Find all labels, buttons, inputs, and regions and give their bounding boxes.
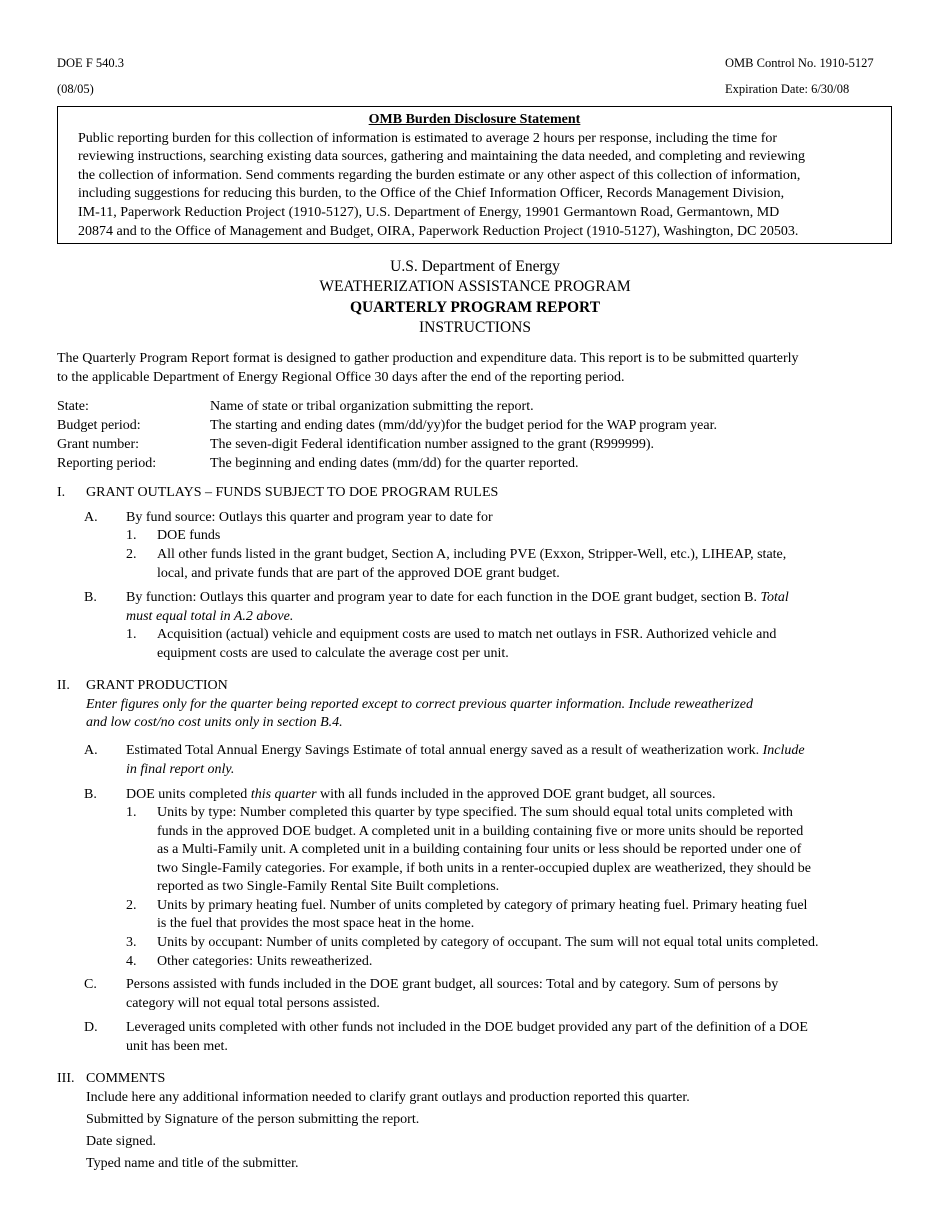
definition-row	[57, 398, 717, 417]
section-title: GRANT OUTLAYS – FUNDS SUBJECT TO DOE PROGRAM RULES	[86, 485, 499, 500]
definition-row	[57, 455, 717, 474]
burden-line: reviewing instructions, searching existing data sources, gathering and maintaining the data needed, and completing and reviewing	[78, 149, 806, 165]
item-text-plain: By function: Outlays this quarter and program year to date for each function in the DOE grant budget, section B.	[126, 590, 757, 605]
item-text-plain: DOE units completed	[126, 787, 248, 802]
comment-line: Date signed.	[86, 1134, 156, 1149]
section-note-line: Enter figures only for the quarter being reported except to correct previous quarter information. Include reweatherized	[86, 697, 753, 712]
item-letter: A.	[84, 510, 98, 525]
comment-line: Submitted by Signature of the person submitting the report.	[86, 1112, 420, 1127]
comment-line: Typed name and title of the submitter.	[86, 1156, 299, 1171]
subitem-number: 1.	[126, 627, 137, 642]
burden-title: OMB Burden Disclosure Statement	[368, 112, 581, 127]
form-number: DOE F 540.3	[57, 56, 125, 70]
burden-line: including suggestions for reducing this burden, to the Office of the Chief Information Officer, Records Management Division,	[78, 186, 785, 202]
intro-line: The Quarterly Program Report format is designed to gather production and expenditure data. This report is to be submitted quarterly	[57, 351, 799, 366]
section-note-line: and low cost/no cost units only in section B.4.	[86, 715, 343, 730]
item-text	[126, 589, 789, 608]
subitem-number: 4.	[126, 954, 137, 969]
section-note	[86, 714, 343, 733]
item-text: category will not equal total persons assisted.	[126, 996, 380, 1011]
subitem-number: 1.	[126, 528, 137, 543]
subitem-text: two Single-Family categories. For example, if both units in a renter-occupied duplex are weatherized, they should be	[157, 861, 812, 876]
item-text: Persons assisted with funds included in the DOE grant budget, all sources: Total and by category. Sum of persons by	[126, 977, 779, 992]
definition-term: State:	[57, 399, 89, 414]
comment-line: Include here any additional information needed to clarify grant outlays and production reported this quarter.	[86, 1090, 690, 1105]
definition-row	[57, 436, 717, 455]
section-note	[86, 696, 753, 715]
omb-control-number: OMB Control No. 1910-5127	[725, 56, 874, 70]
subitem-text: All other funds listed in the grant budget, Section A, including PVE (Exxon, Stripper-Well, etc.), LIHEAP, state,	[157, 547, 787, 562]
definition-desc: The seven-digit Federal identification number assigned to the grant (R999999).	[210, 436, 654, 452]
burden-line: the collection of information. Send comments regarding the burden estimate or any other aspect of this collection of information,	[78, 167, 801, 183]
subitem-text: Units by occupant: Number of units completed by category of occupant. The sum will not equal total units completed.	[157, 935, 819, 950]
item-text-plain: with all funds included in the approved DOE grant budget, all sources.	[320, 787, 716, 802]
subitem-text: Other categories: Units reweatherized.	[157, 954, 373, 969]
definition-term: Grant number:	[57, 436, 140, 452]
expiration-date: Expiration Date: 6/30/08	[725, 82, 850, 96]
item-text	[126, 608, 293, 627]
subitem-text: reported as two Single-Family Rental Site Built completions.	[157, 879, 500, 894]
item-text-italic: must equal total in A.2 above.	[126, 609, 294, 624]
item-letter: A.	[84, 743, 98, 758]
item-text	[126, 761, 234, 780]
item-letter: C.	[84, 977, 97, 992]
item-text-italic: in final report only.	[126, 762, 235, 777]
item-letter: D.	[84, 1020, 98, 1035]
subitem-text: Units by primary heating fuel. Number of units completed by category of primary heating fuel. Primary heating fuel	[157, 898, 808, 913]
subitem-text: equipment costs are used to calculate the average cost per unit.	[157, 646, 509, 661]
item-text	[126, 786, 715, 805]
burden-line: 20874 and to the Office of Management and Budget, OIRA, Paperwork Reduction Project (1910-5127), Washington, DC 20503.	[78, 223, 799, 239]
item-text: Leveraged units completed with other funds not included in the DOE budget provided any part of the definition of a DOE	[126, 1020, 808, 1035]
report-title: QUARTERLY PROGRAM REPORT	[349, 299, 601, 316]
definition-row	[57, 417, 717, 436]
item-text: By fund source: Outlays this quarter and program year to date for	[126, 510, 493, 525]
item-text: unit has been met.	[126, 1039, 228, 1054]
intro-line: to the applicable Department of Energy Regional Office 30 days after the end of the reporting period.	[57, 370, 625, 385]
definition-term: Budget period:	[57, 417, 141, 433]
section-title: GRANT PRODUCTION	[86, 678, 228, 693]
section-number: I.	[57, 485, 66, 500]
subitem-text: as a Multi-Family unit. A completed unit in a building containing four units or less should be reported under one of	[157, 842, 802, 857]
agency-name: U.S. Department of Energy	[390, 258, 560, 275]
subitem-number: 2.	[126, 547, 137, 562]
subitem-text: funds in the approved DOE budget. A completed unit in a building containing five or more units should be reported	[157, 824, 804, 839]
definition-desc: The starting and ending dates (mm/dd/yy)for the budget period for the WAP program year.	[210, 417, 717, 433]
form-date: (08/05)	[57, 82, 94, 96]
item-text-italic: Total	[760, 590, 789, 605]
subitem-text: Acquisition (actual) vehicle and equipment costs are used to match net outlays in FSR. Authorized vehicle and	[157, 627, 777, 642]
item-letter: B.	[84, 590, 97, 605]
item-text-plain: Estimated Total Annual Energy Savings Estimate of total annual energy saved as a result of weatherization work.	[126, 743, 760, 758]
subitem-number: 3.	[126, 935, 137, 950]
item-text-italic: this quarter	[250, 787, 317, 802]
subitem-text: local, and private funds that are part of the approved DOE grant budget.	[157, 566, 560, 581]
definition-desc: Name of state or tribal organization submitting the report.	[210, 399, 534, 414]
section-title: COMMENTS	[86, 1071, 166, 1086]
burden-disclosure-box	[57, 106, 892, 244]
subitem-text: Units by type: Number completed this quarter by type specified. The sum should equal total units completed with	[157, 805, 793, 820]
burden-line: IM-11, Paperwork Reduction Project (1910-5127), U.S. Department of Energy, 19901 Germantown Road, Germantown, MD	[78, 204, 780, 220]
burden-line: Public reporting burden for this collection of information is estimated to average 2 hours per response, including the time for	[78, 130, 778, 146]
item-text	[126, 742, 805, 761]
subitem-number: 2.	[126, 898, 137, 913]
section-number: III.	[57, 1071, 75, 1086]
item-letter: B.	[84, 787, 97, 802]
definition-term: Reporting period:	[57, 455, 157, 471]
section-number: II.	[57, 678, 70, 693]
item-text-italic: Include	[762, 743, 805, 758]
program-name: WEATHERIZATION ASSISTANCE PROGRAM	[319, 278, 631, 295]
instructions-heading: INSTRUCTIONS	[419, 319, 531, 336]
definition-desc: The beginning and ending dates (mm/dd) for the quarter reported.	[210, 455, 579, 471]
definitions-list	[57, 398, 717, 474]
subitem-number: 1.	[126, 805, 137, 820]
subitem-text: DOE funds	[157, 528, 221, 543]
subitem-text: is the fuel that provides the most space heat in the home.	[157, 916, 475, 931]
